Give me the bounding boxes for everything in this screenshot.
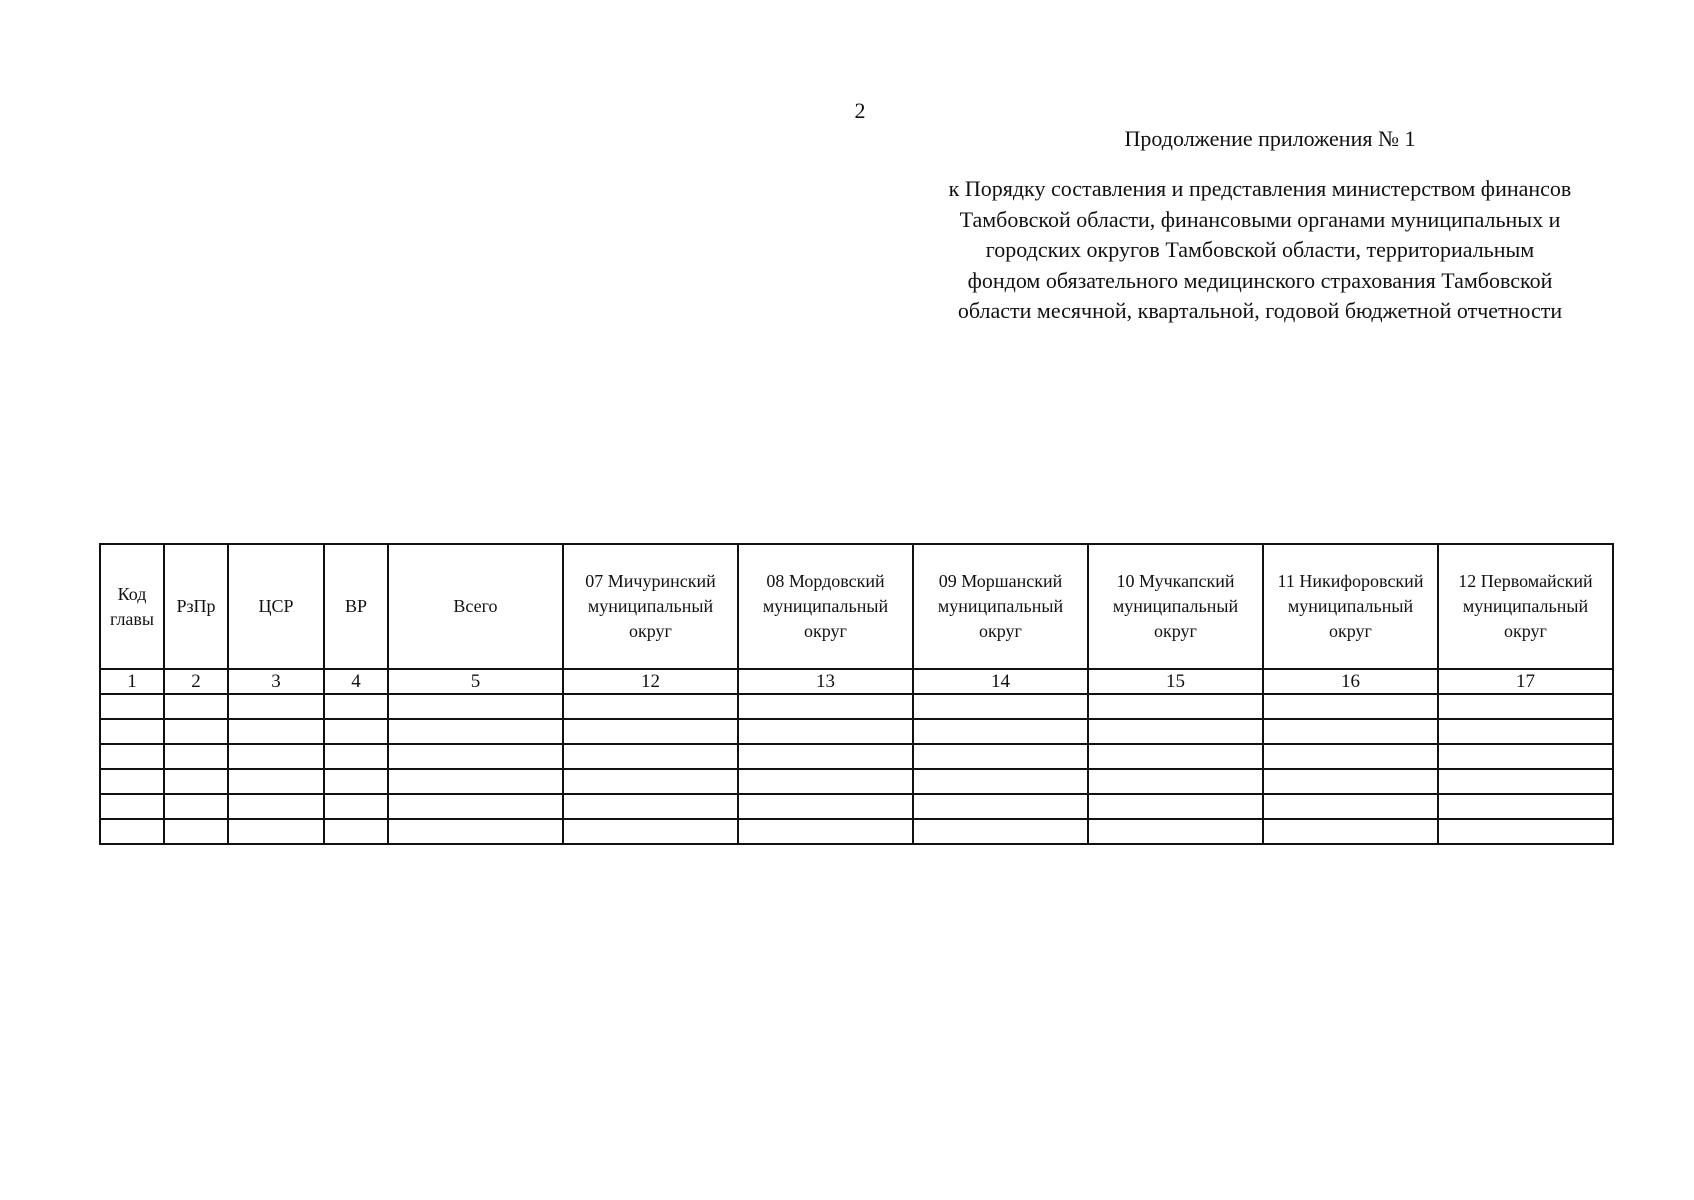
column-header-line: округ (1154, 621, 1197, 641)
table-cell (324, 769, 388, 794)
column-header-line: округ (629, 621, 672, 641)
column-number: 16 (1263, 669, 1438, 694)
table-cell (164, 694, 228, 719)
table-cell (100, 769, 164, 794)
table-cell (1088, 819, 1263, 844)
table-cell (100, 694, 164, 719)
table-cell (563, 744, 738, 769)
report-table (99, 543, 1614, 845)
table-cell (738, 694, 913, 719)
column-header-line: Код (117, 583, 147, 604)
table-cell (1438, 719, 1613, 744)
column-header-line: 08 Мордовский (766, 571, 885, 591)
appendix-reference (900, 174, 1620, 327)
table-cell (228, 794, 324, 819)
column-header-line: Всего (453, 596, 498, 616)
column-header (228, 544, 324, 669)
column-header-line: ЦСР (258, 596, 294, 616)
column-header (1438, 544, 1613, 669)
page-number: 2 (854, 98, 866, 123)
column-header (388, 544, 563, 669)
appendix-title: Продолжение приложения № 1 (1124, 126, 1416, 151)
table-cell (388, 694, 563, 719)
column-number: 4 (324, 669, 388, 694)
table-cell (164, 794, 228, 819)
column-header-line: ВР (344, 596, 368, 616)
column-number: 17 (1438, 669, 1613, 694)
table-cell (563, 769, 738, 794)
column-header (563, 544, 738, 669)
column-header-line: муниципальный (1112, 596, 1239, 616)
table-cell (1088, 694, 1263, 719)
table-cell (1438, 819, 1613, 844)
column-header-line: 09 Моршанский (938, 571, 1063, 591)
table-cell (1088, 769, 1263, 794)
table-cell (388, 794, 563, 819)
table-cell (913, 694, 1088, 719)
table-cell (388, 819, 563, 844)
table-number-row (100, 669, 1613, 694)
column-header-line: 12 Первомайский (1458, 571, 1593, 591)
table-cell (1438, 794, 1613, 819)
table-cell (913, 744, 1088, 769)
table-cell (100, 719, 164, 744)
column-number: 5 (388, 669, 563, 694)
column-header (324, 544, 388, 669)
table-cell (164, 769, 228, 794)
appendix-line: области месячной, квартальной, годовой бюджетной отчетности (957, 298, 1563, 323)
column-header-line: 07 Мичуринский (585, 571, 716, 591)
column-header-line: главы (109, 608, 155, 629)
table-cell (1088, 794, 1263, 819)
column-header-line: муниципальный (1462, 596, 1589, 616)
table-cell (324, 794, 388, 819)
column-number: 13 (738, 669, 913, 694)
table-cell (1438, 769, 1613, 794)
table-cell (164, 719, 228, 744)
column-number: 1 (100, 669, 164, 694)
appendix-line: Тамбовской области, финансовыми органами муниципальных и (959, 206, 1561, 232)
table-row (100, 819, 1613, 844)
column-number: 2 (164, 669, 228, 694)
table-row (100, 794, 1613, 819)
table-cell (100, 794, 164, 819)
table-cell (1263, 694, 1438, 719)
column-header-line: округ (804, 621, 847, 641)
table-header-row (100, 544, 1613, 669)
column-header-line: муниципальный (1287, 596, 1414, 616)
column-header (100, 544, 164, 669)
table-cell (738, 819, 913, 844)
table-cell (164, 819, 228, 844)
column-header (1088, 544, 1263, 669)
column-header-line: 11 Никифоровский (1277, 571, 1424, 591)
table-row (100, 744, 1613, 769)
column-header-line: муниципальный (937, 596, 1064, 616)
table-cell (563, 819, 738, 844)
column-header-line: округ (1504, 621, 1547, 641)
table-row (100, 719, 1613, 744)
table-cell (1263, 744, 1438, 769)
table-cell (563, 719, 738, 744)
table-cell (563, 694, 738, 719)
column-number: 14 (913, 669, 1088, 694)
table-cell (324, 719, 388, 744)
table-cell (1263, 719, 1438, 744)
appendix-line: к Порядку составления и представления министерством финансов (948, 176, 1572, 201)
column-header-line: РзПр (176, 596, 216, 616)
table-cell (388, 719, 563, 744)
appendix-line: фондом обязательного медицинского страхования Тамбовской (967, 267, 1553, 293)
table-cell (913, 794, 1088, 819)
table-cell (324, 744, 388, 769)
table-cell (563, 794, 738, 819)
table-cell (228, 819, 324, 844)
table-body (100, 694, 1613, 844)
column-header (164, 544, 228, 669)
appendix-line: городских округов Тамбовской области, территориальным (985, 237, 1535, 262)
table-cell (913, 769, 1088, 794)
column-header-line: округ (1329, 621, 1372, 641)
table-cell (324, 694, 388, 719)
column-number: 15 (1088, 669, 1263, 694)
column-header (913, 544, 1088, 669)
column-header-line: 10 Мучкапский (1116, 571, 1235, 591)
table-cell (100, 744, 164, 769)
column-header-line: муниципальный (587, 596, 714, 616)
column-header-line: округ (979, 621, 1022, 641)
table-cell (228, 744, 324, 769)
table-cell (1263, 819, 1438, 844)
table-cell (738, 769, 913, 794)
table-cell (738, 794, 913, 819)
table-cell (913, 819, 1088, 844)
table-cell (1263, 794, 1438, 819)
table-cell (324, 819, 388, 844)
table-cell (100, 819, 164, 844)
table-cell (738, 719, 913, 744)
table-cell (228, 769, 324, 794)
table-cell (388, 769, 563, 794)
column-header (738, 544, 913, 669)
table-cell (228, 694, 324, 719)
table-cell (1088, 744, 1263, 769)
column-number: 12 (563, 669, 738, 694)
table-cell (228, 719, 324, 744)
table-row (100, 769, 1613, 794)
table-cell (164, 744, 228, 769)
table-cell (1438, 744, 1613, 769)
table-row (100, 694, 1613, 719)
column-number: 3 (228, 669, 324, 694)
table-cell (1263, 769, 1438, 794)
table-cell (913, 719, 1088, 744)
table-cell (388, 744, 563, 769)
column-header (1263, 544, 1438, 669)
table-cell (1438, 694, 1613, 719)
column-header-line: муниципальный (762, 596, 889, 616)
table-cell (738, 744, 913, 769)
table-cell (1088, 719, 1263, 744)
